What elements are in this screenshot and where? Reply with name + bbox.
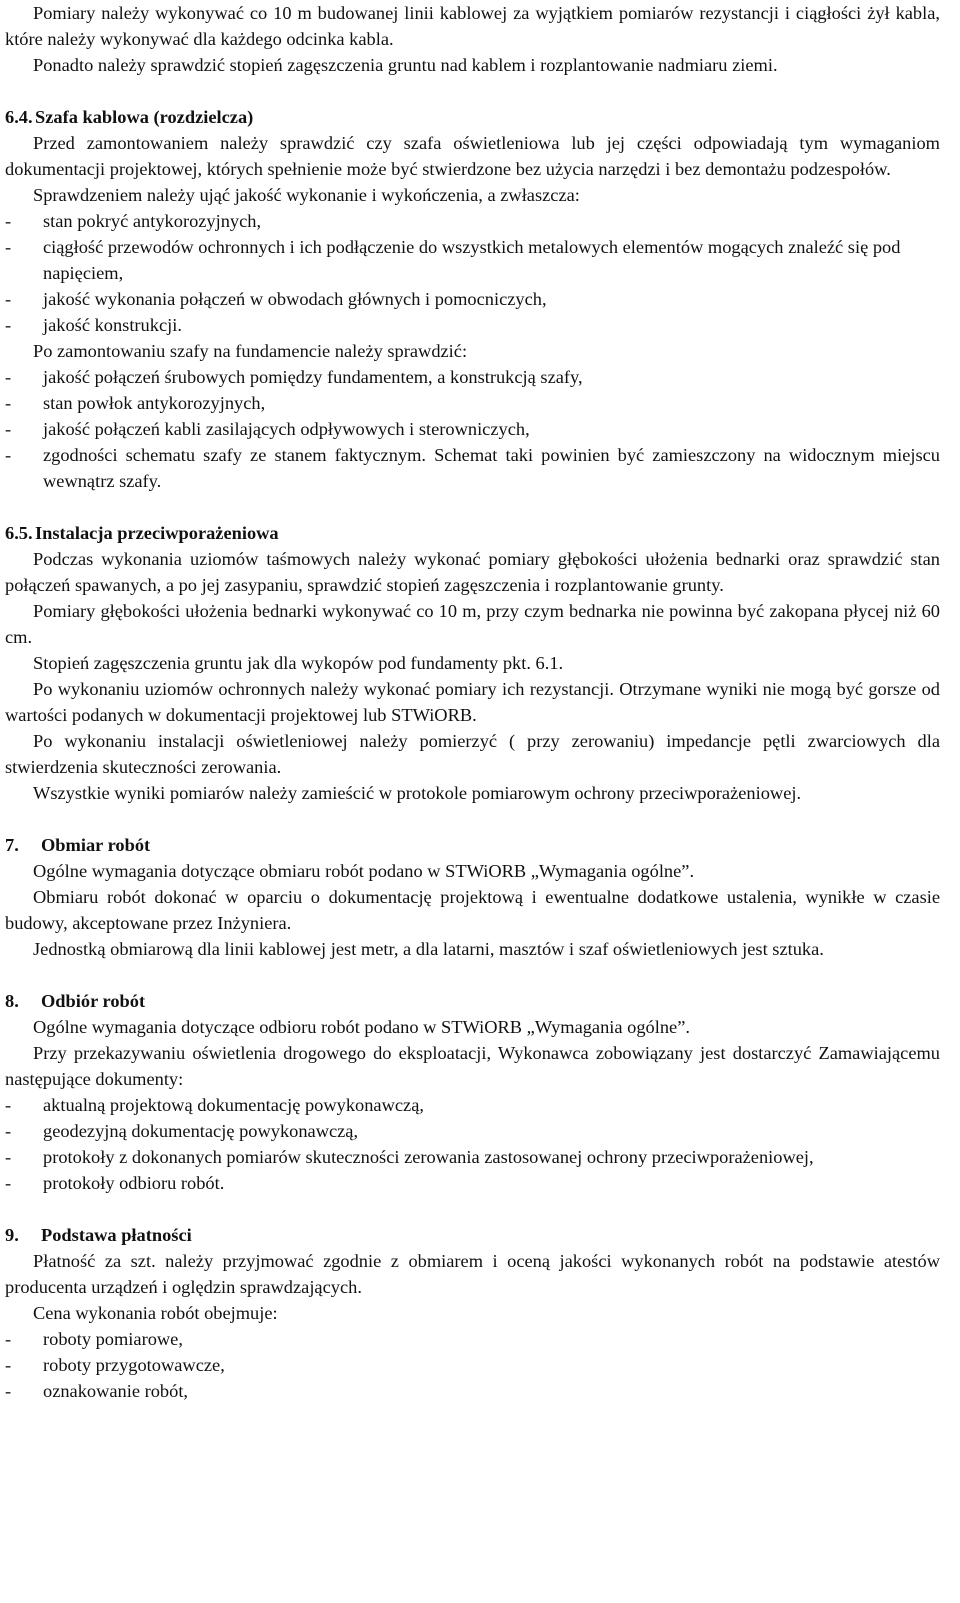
list-item: - protokoły z dokonanych pomiarów skuteczności zerowania zastosowanej ochrony przeciwporażeniowej,	[5, 1147, 814, 1167]
paragraph: Obmiaru robót dokonać w oparciu o dokumentację projektową i ewentualne dodatkowe ustalenia, wynikłe w czasie budowy, akceptowane przez Inżyniera.	[5, 887, 940, 933]
list-item: - jakość połączeń śrubowych pomiędzy fundamentem, a konstrukcją szafy,	[5, 367, 583, 387]
paragraph: Stopień zagęszczenia gruntu jak dla wykopów pod fundamenty pkt. 6.1.	[33, 653, 564, 673]
bullet-list	[5, 208, 940, 338]
paragraph: Ogólne wymagania dotyczące odbioru robót podano w STWiORB „Wymagania ogólne”.	[33, 1017, 690, 1037]
paragraph: Ogólne wymagania dotyczące obmiaru robót podano w STWiORB „Wymagania ogólne”.	[33, 861, 695, 881]
section-title: Obmiar robót	[41, 835, 151, 855]
list-item: - ciągłość przewodów ochronnych i ich podłączenie do wszystkich metalowych elementów mogących znaleźć się pod napięciem,	[5, 237, 901, 283]
section-heading-7	[5, 832, 940, 858]
paragraph: Jednostką obmiarową dla linii kablowej jest metr, a dla latarni, masztów i szaf oświetleniowych jest sztuka.	[33, 939, 824, 959]
paragraph: Po zamontowaniu szafy na fundamencie należy sprawdzić:	[33, 341, 468, 361]
list-item: - stan pokryć antykorozyjnych,	[5, 211, 262, 231]
paragraph: Po wykonaniu instalacji oświetleniowej należy pomierzyć ( przy zerowaniu) impedancje pętli zwarciowych dla stwierdzenia skuteczności zerowania.	[5, 731, 940, 777]
section-heading-9	[5, 1222, 940, 1248]
list-item: - aktualną projektową dokumentację powykonawczą,	[5, 1095, 424, 1115]
list-item: - protokoły odbioru robót.	[5, 1173, 225, 1193]
paragraph: Sprawdzeniem należy ująć jakość wykonanie i wykończenia, a zwłaszcza:	[33, 185, 580, 205]
bullet-list	[5, 1092, 940, 1196]
paragraph: Przy przekazywaniu oświetlenia drogowego do eksploatacji, Wykonawca zobowiązany jest dostarczyć Zamawiającemu następujące dokumenty:	[5, 1043, 940, 1089]
section-title: Szafa kablowa (rozdzielcza)	[35, 107, 254, 127]
bullet-list	[5, 1326, 940, 1404]
list-item: - jakość połączeń kabli zasilających odpływowych i sterowniczych,	[5, 419, 530, 439]
section-number: 9.	[5, 1225, 19, 1245]
paragraph: Wszystkie wyniki pomiarów należy zamieścić w protokole pomiarowym ochrony przeciwporażeniowej.	[33, 783, 802, 803]
paragraph: Po wykonaniu uziomów ochronnych należy wykonać pomiary ich rezystancji. Otrzymane wyniki nie mogą być gorsze od wartości podanych w dokumentacji projektowej lub STWiORB.	[5, 679, 940, 725]
paragraph: Cena wykonania robót obejmuje:	[33, 1303, 278, 1323]
section-title: Instalacja przeciwporażeniowa	[35, 523, 279, 543]
paragraph: Płatność za szt. należy przyjmować zgodnie z obmiarem i oceną jakości wykonanych robót na podstawie atestów producenta urządzeń i oględzin sprawdzających.	[5, 1251, 940, 1297]
section-heading-8	[5, 988, 940, 1014]
list-item: - oznakowanie robót,	[5, 1381, 189, 1401]
section-number: 8.	[5, 991, 19, 1011]
intro-paragraph-1: Pomiary należy wykonywać co 10 m budowanej linii kablowej za wyjątkiem pomiarów rezystancji i ciągłości żył kabla, które należy wykonywać dla każdego odcinka kabla.	[5, 3, 940, 49]
paragraph: Pomiary głębokości ułożenia bednarki wykonywać co 10 m, przy czym bednarka nie powinna być zakopana płycej niż 60 cm.	[5, 601, 940, 647]
list-item: - jakość wykonania połączeń w obwodach głównych i pomocniczych,	[5, 289, 547, 309]
bullet-list	[5, 364, 940, 494]
list-item: - geodezyjną dokumentację powykonawczą,	[5, 1121, 359, 1141]
section-title: Podstawa płatności	[41, 1225, 192, 1245]
section-number: 7.	[5, 835, 19, 855]
list-item: - roboty pomiarowe,	[5, 1329, 183, 1349]
intro-paragraph-2: Ponadto należy sprawdzić stopień zagęszczenia gruntu nad kablem i rozplantowanie nadmiaru ziemi.	[33, 55, 778, 75]
list-item: - stan powłok antykorozyjnych,	[5, 393, 266, 413]
section-heading-6-4	[5, 104, 940, 130]
section-title: Odbiór robót	[41, 991, 146, 1011]
section-number: 6.5.	[5, 523, 33, 543]
paragraph: Podczas wykonania uziomów taśmowych należy wykonać pomiary głębokości ułożenia bednarki oraz sprawdzić stan połączeń spawanych, a po jej zasypaniu, sprawdzić stopień zagęszczenia i rozplantowanie grunty.	[5, 549, 940, 595]
list-item: - zgodności schematu szafy ze stanem faktycznym. Schemat taki powinien być zamieszczony na widocznym miejscu wewnątrz szafy.	[5, 445, 940, 491]
section-number: 6.4.	[5, 107, 33, 127]
paragraph: Przed zamontowaniem należy sprawdzić czy szafa oświetleniowa lub jej części odpowiadają tym wymaganiom dokumentacji projektowej, których spełnienie może być stwierdzone bez użycia narzędzi i bez demontażu podzespołów.	[5, 133, 940, 179]
list-item: - roboty przygotowawcze,	[5, 1355, 225, 1375]
section-heading-6-5	[5, 520, 940, 546]
list-item: - jakość konstrukcji.	[5, 315, 182, 335]
